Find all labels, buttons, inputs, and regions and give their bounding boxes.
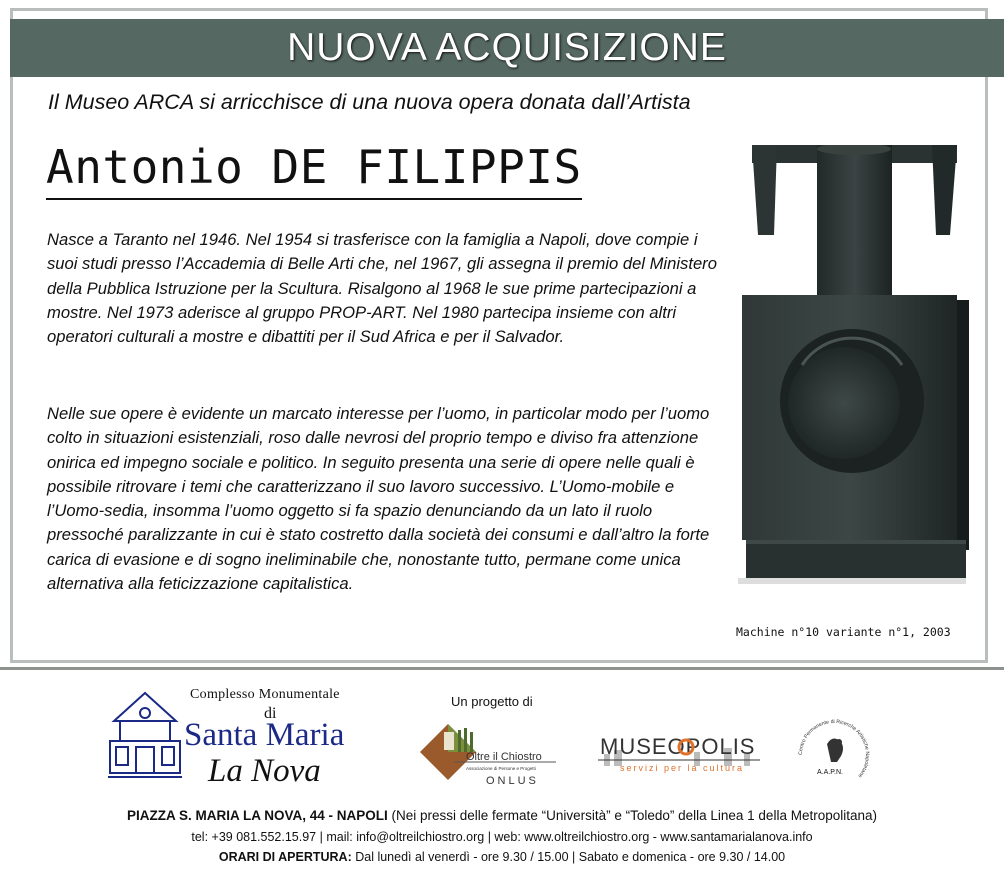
hours-value: Dal lunedì al venerdì - ore 9.30 / 15.00 | Sabato e domenica - ore 9.30 / 14.00 — [355, 850, 786, 864]
oltre-line3: ONLUS — [486, 775, 539, 787]
divider — [0, 667, 1004, 670]
sculpture-image — [732, 145, 972, 617]
museopolis-tagline: servizi per la cultura — [620, 763, 745, 773]
bio-paragraph-2: Nelle sue opere è evidente un marcato interesse per l’uomo, in particolar modo per l’uomo colto in situazioni esistenziali, roso dalle nevrosi del proprio tempo e diviso fra attenzione onirica ed impegno sociale e politico. In seguito presenta una serie di opere nelle quali è possibile ritrovare i temi che caratterizzano il suo lavoro successivo. L’Uomo-mobile e l’Uomo-sedia, insomma l’uomo oggetto si fa spazio denunciando da un lato il ruolo pressoché paralizzante in cui è stato costretto dalla società dei consumi e dall’altro la forte carica di evasione e di sogno ineliminabile che, nonostante tutto, permane come unica alternativa alla feticizzazione capitalistica. — [47, 404, 710, 594]
museopolis-name: MUSEOPOLIS — [600, 734, 756, 759]
oltre-il-chiostro-logo — [418, 712, 558, 792]
artist-name: Antonio DE FILIPPIS — [46, 140, 582, 200]
address-note: (Nei pressi delle fermate “Università” e “Toledo” della Linea 1 della Metropolitana) — [391, 808, 877, 823]
church-icon — [106, 691, 184, 779]
hours-line — [0, 850, 1004, 864]
aapn-ring-text: Centro Permanente di Ricerche Artistiche Napoletane — [797, 718, 871, 779]
complesso-logo — [106, 683, 368, 793]
aapn-logo — [793, 714, 875, 796]
address-line — [0, 808, 1004, 823]
bio-paragraph-1: Nasce a Taranto nel 1946. Nel 1954 si trasferisce con la famiglia a Napoli, dove compie i suoi studi presso l’Accademia di Belle Arti che, nel 1967, gli assegna il premio del Ministero della Pubblica Istruzione per la Scultura. Risalgono al 1968 le sue prime partecipazioni a mostre. Nel 1973 aderisce al gruppo PROP-ART. Nel 1980 partecipa insieme con altri operatori culturali a mostre e dibattiti per il Sud Africa e per il Salvador. — [47, 230, 717, 347]
contacts-line: tel: +39 081.552.15.97 | mail: info@oltreilchiostro.org | web: www.oltreilchiostro.org - www.santamarialanova.info — [191, 830, 813, 844]
museopolis-logo — [594, 728, 764, 778]
project-label: Un progetto di — [451, 694, 533, 709]
address-bold: PIAZZA S. MARIA LA NOVA, 44 - NAPOLI — [126, 808, 388, 823]
hours-label: ORARI DI APERTURA: — [218, 850, 352, 864]
aapn-abbr: A.A.P.N. — [817, 769, 843, 776]
oltre-line2: Associazione di Persone e Progetti — [466, 766, 536, 771]
complesso-line4: La Nova — [208, 753, 321, 789]
subtitle: Il Museo ARCA si arricchisce di una nuova opera donata dall’Artista — [48, 90, 691, 114]
complesso-line1: Complesso Monumentale — [190, 687, 340, 702]
complesso-line3: Santa Maria — [184, 717, 345, 753]
oltre-line1: Oltre il Chiostro — [466, 751, 542, 763]
complesso-line2: di — [264, 705, 277, 722]
title-banner — [10, 19, 1004, 77]
artwork-caption: Machine n°10 variante n°1, 2003 — [736, 625, 951, 639]
banner-title: NUOVA ACQUISIZIONE — [287, 26, 727, 69]
